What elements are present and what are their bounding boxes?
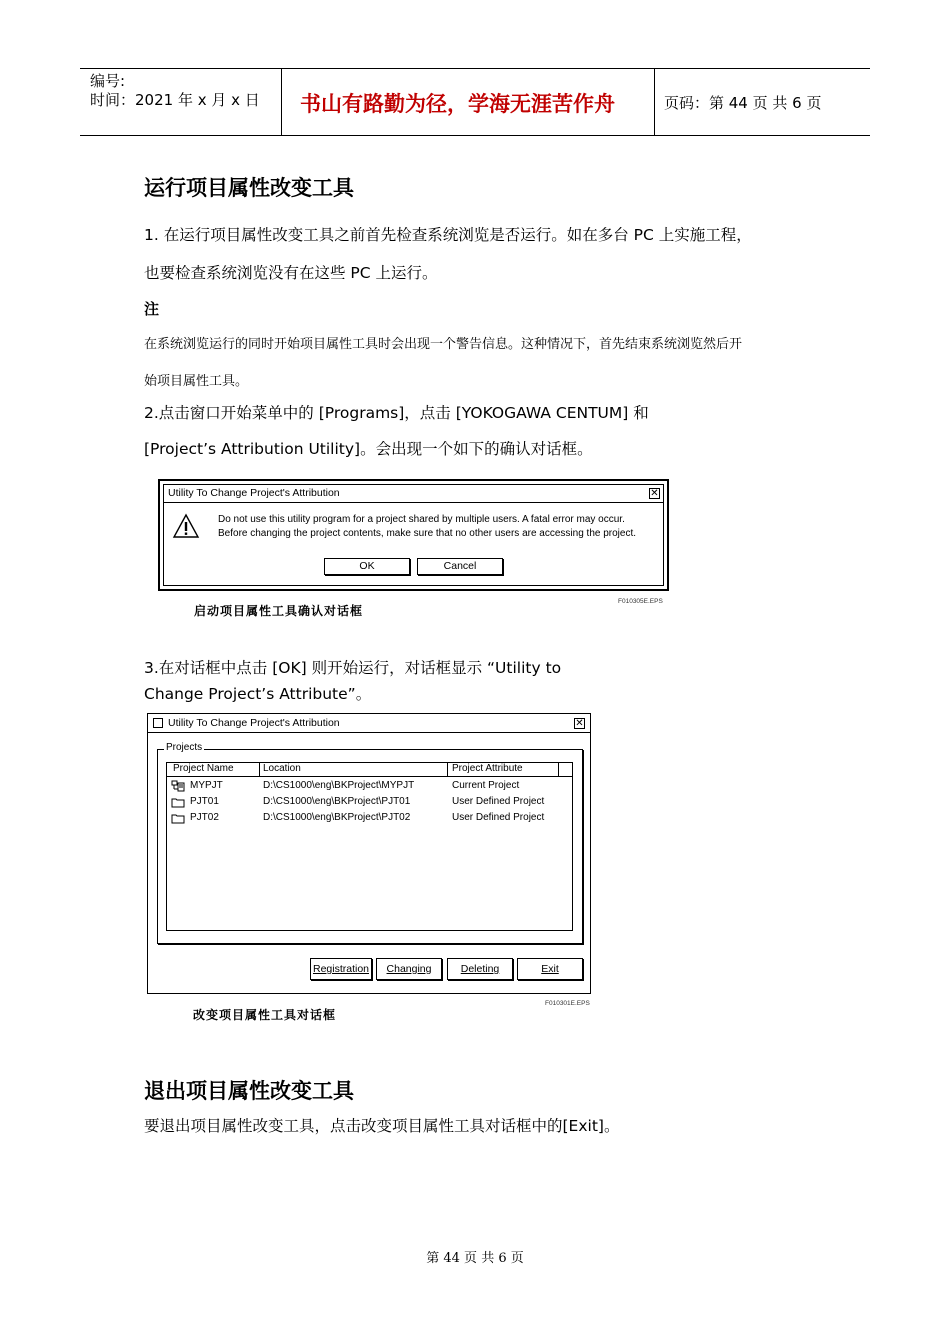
project-location: D:\CS1000\eng\BKProject\PJT02 bbox=[263, 812, 411, 823]
list-header-rule bbox=[167, 776, 572, 777]
step2-line2: [Project’s Attribution Utility]。会出现一个如下的确认对话框。 bbox=[144, 440, 593, 458]
registration-button[interactable]: Registration bbox=[310, 958, 372, 980]
folder-icon bbox=[171, 813, 185, 824]
project-name: PJT02 bbox=[190, 812, 219, 823]
deleting-button[interactable]: Deleting bbox=[447, 958, 513, 980]
attribute-utility-dialog bbox=[147, 713, 591, 994]
page-footer: 第 44 页 共 6 页 bbox=[426, 1251, 524, 1266]
column-header-project-name[interactable]: Project Name bbox=[173, 763, 234, 774]
project-location: D:\CS1000\eng\BKProject\MYPJT bbox=[263, 780, 415, 791]
step3-line2: Change Project’s Attribute”。 bbox=[144, 685, 372, 703]
title-rule bbox=[163, 502, 664, 503]
note-line1: 在系统浏览运行的同时开始项目属性工具时会出现一个警告信息。这种情况下，首先结束系统浏览然后开 bbox=[144, 337, 743, 352]
figure2-caption: 改变项目属性工具对话框 bbox=[193, 1008, 337, 1022]
confirm-dialog-title: Utility To Change Project's Attribution bbox=[168, 487, 340, 499]
note-label: 注 bbox=[144, 300, 160, 318]
exit-button[interactable]: Exit bbox=[517, 958, 583, 980]
header-bottom-rule bbox=[80, 135, 870, 136]
warning-icon bbox=[172, 513, 200, 539]
page-label: 页码：第 44 页 共 6 页 bbox=[664, 94, 822, 112]
warning-message-line1: Do not use this utility program for a project shared by multiple users. A fatal error may occur. bbox=[218, 514, 625, 525]
table-row[interactable] bbox=[167, 811, 572, 826]
note-line2: 始项目属性工具。 bbox=[144, 374, 249, 389]
table-row[interactable] bbox=[167, 795, 572, 810]
project-name: PJT01 bbox=[190, 796, 219, 807]
project-attribute: Current Project bbox=[452, 780, 520, 791]
ok-button[interactable]: OK bbox=[324, 558, 410, 575]
attribute-dialog-title: Utility To Change Project's Attribution bbox=[168, 717, 340, 729]
section-title-run: 运行项目属性改变工具 bbox=[144, 175, 354, 200]
cancel-button[interactable]: Cancel bbox=[417, 558, 503, 575]
projects-group-label: Projects bbox=[166, 742, 203, 753]
column-separator[interactable] bbox=[447, 763, 448, 776]
project-location: D:\CS1000\eng\BKProject\PJT01 bbox=[263, 796, 411, 807]
table-row[interactable] bbox=[167, 779, 572, 794]
figure2-eps-label: F010301E.EPS bbox=[545, 1000, 590, 1007]
column-separator[interactable] bbox=[259, 763, 260, 776]
project-attribute: User Defined Project bbox=[452, 796, 545, 807]
figure1-eps-label: F010305E.EPS bbox=[618, 598, 663, 605]
header-divider-1 bbox=[281, 68, 282, 136]
step1-line2: 也要检查系统浏览没有在这些 PC 上运行。 bbox=[144, 264, 438, 282]
step2-line1: 2.点击窗口开始菜单中的 [Programs]，点击 [YOKOGAWA CENTUM] 和 bbox=[144, 404, 649, 422]
close-icon[interactable]: ✕ bbox=[650, 488, 659, 499]
folder-icon bbox=[171, 797, 185, 808]
project-attribute: User Defined Project bbox=[452, 812, 545, 823]
current-project-icon bbox=[171, 780, 185, 792]
projects-list[interactable] bbox=[166, 762, 573, 931]
serial-label: 编号: bbox=[90, 72, 126, 90]
title-checkbox-icon[interactable] bbox=[153, 718, 163, 728]
column-separator[interactable] bbox=[558, 763, 559, 776]
header-divider-2 bbox=[654, 68, 655, 136]
figure1-caption: 启动项目属性工具确认对话框 bbox=[194, 604, 364, 618]
step3-line1: 3.在对话框中点击 [OK] 则开始运行，对话框显示 “Utility to bbox=[144, 659, 562, 677]
column-header-location[interactable]: Location bbox=[263, 763, 301, 774]
section-title-exit: 退出项目属性改变工具 bbox=[144, 1078, 354, 1103]
close-icon[interactable]: ✕ bbox=[575, 718, 584, 729]
step1-line1: 1. 在运行项目属性改变工具之前首先检查系统浏览是否运行。如在多台 PC 上实施工程， bbox=[144, 226, 752, 244]
changing-button[interactable]: Changing bbox=[376, 958, 442, 980]
header-top-rule bbox=[80, 68, 870, 69]
date-label: 时间：2021 年 x 月 x 日 bbox=[90, 91, 260, 109]
column-header-project-attribute[interactable]: Project Attribute bbox=[452, 763, 523, 774]
warning-message-line2: Before changing the project contents, make sure that no other users are accessing the project. bbox=[218, 528, 637, 539]
project-name: MYPJT bbox=[190, 780, 223, 791]
confirm-dialog bbox=[158, 479, 669, 591]
header-motto: 书山有路勤为径，学海无涯苦作舟 bbox=[300, 91, 615, 116]
exit-instruction: 要退出项目属性改变工具，点击改变项目属性工具对话框中的[Exit]。 bbox=[144, 1117, 620, 1135]
title-rule bbox=[148, 732, 590, 733]
